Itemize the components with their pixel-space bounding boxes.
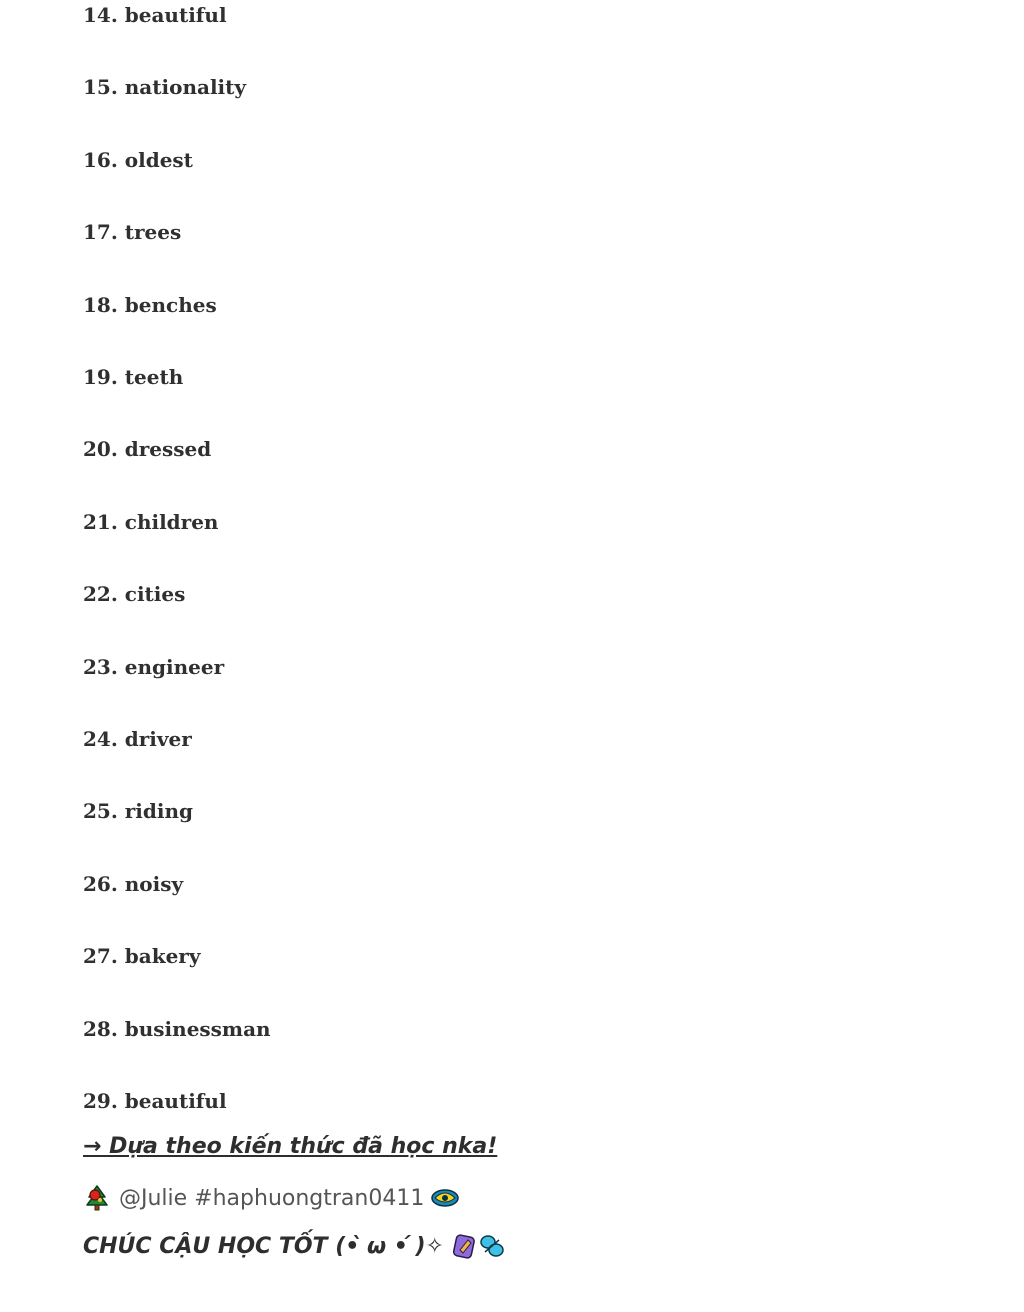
list-item: 18. benches [83,293,217,317]
list-item: 26. noisy [83,872,184,896]
list-item: 19. teeth [83,365,184,389]
signature-line [83,1184,458,1212]
wish-text: CHÚC CẬU HỌC TỐT (•̀ ω •́ )✧ [83,1233,444,1259]
sparkle-swirl-icon [430,1184,458,1212]
list-item: 15. nationality [83,75,246,99]
pencil-note-icon [450,1232,478,1260]
list-item: 25. riding [83,799,194,823]
list-item: 17. trees [83,220,182,244]
list-item: 24. driver [83,727,192,751]
signature-text: @Julie #haphuongtran0411 [119,1185,425,1211]
butterfly-icon [478,1232,506,1260]
christmas-tree-icon [83,1184,111,1212]
list-item: 29. beautiful [83,1089,227,1113]
list-item: 14. beautiful [83,3,227,27]
list-item: 22. cities [83,582,186,606]
list-item: 23. engineer [83,655,225,679]
list-item: 27. bakery [83,944,201,968]
list-item: 28. businessman [83,1017,271,1041]
list-item: 20. dressed [83,437,212,461]
hint-text: → Dựa theo kiến thức đã học nka! [83,1134,498,1159]
list-item: 21. children [83,510,219,534]
list-item: 16. oldest [83,148,193,172]
wish-line [83,1232,506,1260]
